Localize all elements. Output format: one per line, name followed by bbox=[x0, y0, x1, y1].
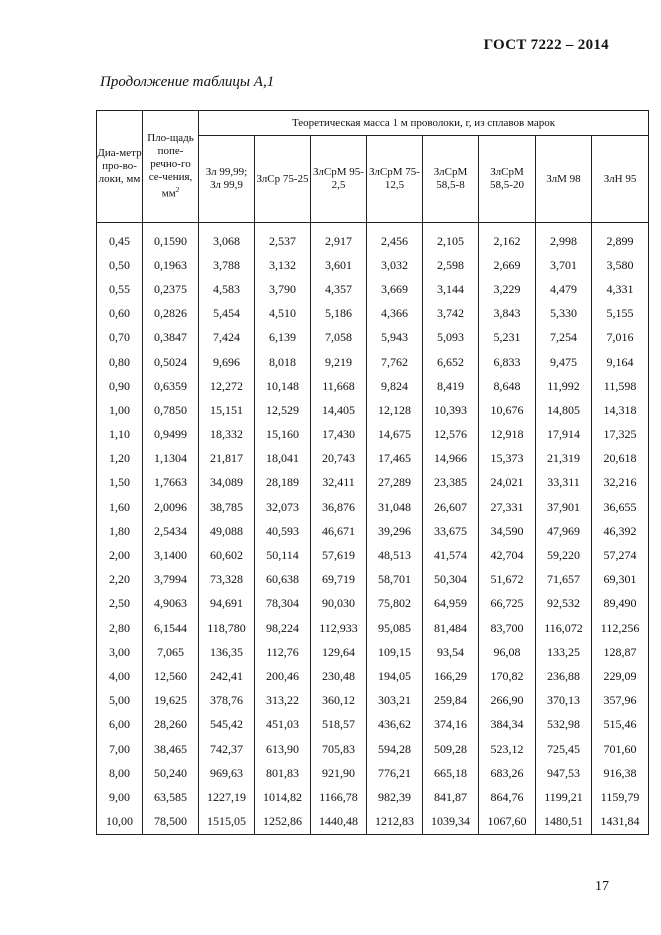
cell-mass: 518,57 bbox=[311, 713, 367, 737]
cell-mass: 18,041 bbox=[255, 447, 311, 471]
cell-mass: 3,132 bbox=[255, 253, 311, 277]
cell-mass: 15,151 bbox=[199, 398, 255, 422]
cell-mass: 37,901 bbox=[536, 495, 592, 519]
table-row bbox=[97, 374, 649, 398]
cell-mass: 303,21 bbox=[367, 689, 423, 713]
cell-mass: 5,231 bbox=[479, 326, 536, 350]
cell-mass: 8,419 bbox=[423, 374, 479, 398]
cell-mass: 46,671 bbox=[311, 519, 367, 543]
cell-mass: 10,393 bbox=[423, 398, 479, 422]
cell-mass: 21,319 bbox=[536, 447, 592, 471]
cell-mass: 11,992 bbox=[536, 374, 592, 398]
cell-mass: 69,719 bbox=[311, 568, 367, 592]
cell-area: 6,1544 bbox=[143, 616, 199, 640]
cell-mass: 17,914 bbox=[536, 423, 592, 447]
cell-diameter: 0,90 bbox=[97, 374, 143, 398]
cell-mass: 39,296 bbox=[367, 519, 423, 543]
cell-diameter: 2,00 bbox=[97, 543, 143, 567]
cell-mass: 5,330 bbox=[536, 302, 592, 326]
cell-mass: 4,331 bbox=[592, 277, 649, 301]
table-row bbox=[97, 423, 649, 447]
table-row bbox=[97, 302, 649, 326]
table-row bbox=[97, 640, 649, 664]
cell-mass: 170,82 bbox=[479, 664, 536, 688]
cell-mass: 259,84 bbox=[423, 689, 479, 713]
cell-mass: 6,833 bbox=[479, 350, 536, 374]
cell-area: 2,0096 bbox=[143, 495, 199, 519]
cell-mass: 93,54 bbox=[423, 640, 479, 664]
cell-mass: 136,35 bbox=[199, 640, 255, 664]
header-alloy: ЗлСрМ 75-12,5 bbox=[367, 136, 423, 223]
cell-area: 0,1590 bbox=[143, 223, 199, 254]
cell-diameter: 3,00 bbox=[97, 640, 143, 664]
table-row bbox=[97, 568, 649, 592]
cell-mass: 14,966 bbox=[423, 447, 479, 471]
cell-mass: 545,42 bbox=[199, 713, 255, 737]
cell-mass: 9,164 bbox=[592, 350, 649, 374]
cell-diameter: 2,20 bbox=[97, 568, 143, 592]
cell-diameter: 4,00 bbox=[97, 664, 143, 688]
cell-mass: 4,479 bbox=[536, 277, 592, 301]
cell-mass: 98,224 bbox=[255, 616, 311, 640]
cell-mass: 1166,78 bbox=[311, 785, 367, 809]
cell-diameter: 0,70 bbox=[97, 326, 143, 350]
cell-mass: 33,675 bbox=[423, 519, 479, 543]
cell-mass: 118,780 bbox=[199, 616, 255, 640]
cell-mass: 4,510 bbox=[255, 302, 311, 326]
table-row bbox=[97, 713, 649, 737]
cell-mass: 8,648 bbox=[479, 374, 536, 398]
cell-area: 38,465 bbox=[143, 737, 199, 761]
cell-mass: 60,602 bbox=[199, 543, 255, 567]
cell-mass: 41,574 bbox=[423, 543, 479, 567]
cell-diameter: 1,80 bbox=[97, 519, 143, 543]
cell-mass: 1252,86 bbox=[255, 810, 311, 835]
table-row bbox=[97, 785, 649, 809]
cell-mass: 27,331 bbox=[479, 495, 536, 519]
cell-mass: 801,83 bbox=[255, 761, 311, 785]
cell-mass: 51,672 bbox=[479, 568, 536, 592]
cell-mass: 14,318 bbox=[592, 398, 649, 422]
cell-mass: 6,139 bbox=[255, 326, 311, 350]
cell-mass: 242,41 bbox=[199, 664, 255, 688]
cell-area: 0,3847 bbox=[143, 326, 199, 350]
cell-mass: 7,762 bbox=[367, 350, 423, 374]
cell-mass: 89,490 bbox=[592, 592, 649, 616]
cell-mass: 523,12 bbox=[479, 737, 536, 761]
cell-mass: 12,272 bbox=[199, 374, 255, 398]
cell-area: 19,625 bbox=[143, 689, 199, 713]
standard-designation: ГОСТ 7222 – 2014 bbox=[483, 37, 609, 53]
cell-mass: 8,018 bbox=[255, 350, 311, 374]
cell-mass: 20,743 bbox=[311, 447, 367, 471]
cell-mass: 94,691 bbox=[199, 592, 255, 616]
cell-mass: 60,638 bbox=[255, 568, 311, 592]
cell-mass: 46,392 bbox=[592, 519, 649, 543]
table-row bbox=[97, 447, 649, 471]
cell-mass: 1431,84 bbox=[592, 810, 649, 835]
cell-mass: 3,669 bbox=[367, 277, 423, 301]
cell-area: 63,585 bbox=[143, 785, 199, 809]
cell-area: 1,1304 bbox=[143, 447, 199, 471]
cell-area: 50,240 bbox=[143, 761, 199, 785]
cell-mass: 5,093 bbox=[423, 326, 479, 350]
table-row bbox=[97, 737, 649, 761]
cell-mass: 982,39 bbox=[367, 785, 423, 809]
cell-mass: 683,26 bbox=[479, 761, 536, 785]
cell-mass: 236,88 bbox=[536, 664, 592, 688]
cell-mass: 34,089 bbox=[199, 471, 255, 495]
cell-mass: 11,668 bbox=[311, 374, 367, 398]
table-row bbox=[97, 810, 649, 835]
header-alloy: ЗлСрМ 58,5-8 bbox=[423, 136, 479, 223]
table-row bbox=[97, 398, 649, 422]
header-cross-section-area: Пло-щадь попе-речно-го се-чения, $мм^2$ bbox=[143, 111, 199, 223]
cell-mass: 49,088 bbox=[199, 519, 255, 543]
cell-mass: 112,256 bbox=[592, 616, 649, 640]
cell-mass: 129,64 bbox=[311, 640, 367, 664]
cell-mass: 42,704 bbox=[479, 543, 536, 567]
table-row bbox=[97, 495, 649, 519]
cell-mass: 23,385 bbox=[423, 471, 479, 495]
cell-mass: 194,05 bbox=[367, 664, 423, 688]
cell-mass: 31,048 bbox=[367, 495, 423, 519]
cell-mass: 5,454 bbox=[199, 302, 255, 326]
cell-mass: 166,29 bbox=[423, 664, 479, 688]
cell-mass: 3,790 bbox=[255, 277, 311, 301]
table-continuation-caption: Продолжение таблицы А,1 bbox=[100, 74, 275, 90]
cell-mass: 515,46 bbox=[592, 713, 649, 737]
cell-mass: 2,598 bbox=[423, 253, 479, 277]
cell-mass: 266,90 bbox=[479, 689, 536, 713]
cell-area: 0,1963 bbox=[143, 253, 199, 277]
cell-area: 3,1400 bbox=[143, 543, 199, 567]
cell-mass: 2,998 bbox=[536, 223, 592, 254]
cell-mass: 116,072 bbox=[536, 616, 592, 640]
cell-mass: 3,032 bbox=[367, 253, 423, 277]
cell-mass: 32,411 bbox=[311, 471, 367, 495]
cell-mass: 665,18 bbox=[423, 761, 479, 785]
cell-mass: 4,583 bbox=[199, 277, 255, 301]
cell-area: 1,7663 bbox=[143, 471, 199, 495]
cell-mass: 78,304 bbox=[255, 592, 311, 616]
cell-mass: 15,373 bbox=[479, 447, 536, 471]
cell-mass: 2,105 bbox=[423, 223, 479, 254]
cell-mass: 3,601 bbox=[311, 253, 367, 277]
cell-mass: 71,657 bbox=[536, 568, 592, 592]
cell-diameter: 0,80 bbox=[97, 350, 143, 374]
cell-mass: 6,652 bbox=[423, 350, 479, 374]
cell-mass: 1014,82 bbox=[255, 785, 311, 809]
cell-diameter: 10,00 bbox=[97, 810, 143, 835]
header-diameter: Диа-метр про-во-локи, мм bbox=[97, 111, 143, 223]
cell-mass: 83,700 bbox=[479, 616, 536, 640]
cell-mass: 27,289 bbox=[367, 471, 423, 495]
cell-mass: 10,148 bbox=[255, 374, 311, 398]
cell-mass: 2,456 bbox=[367, 223, 423, 254]
cell-mass: 2,899 bbox=[592, 223, 649, 254]
cell-mass: 701,60 bbox=[592, 737, 649, 761]
header-alloy: Зл 99,99; Зл 99,9 bbox=[199, 136, 255, 223]
cell-mass: 384,34 bbox=[479, 713, 536, 737]
cell-mass: 48,513 bbox=[367, 543, 423, 567]
cell-mass: 69,301 bbox=[592, 568, 649, 592]
cell-mass: 1212,83 bbox=[367, 810, 423, 835]
cell-mass: 613,90 bbox=[255, 737, 311, 761]
cell-mass: 594,28 bbox=[367, 737, 423, 761]
cell-mass: 14,405 bbox=[311, 398, 367, 422]
cell-mass: 2,669 bbox=[479, 253, 536, 277]
cell-mass: 3,229 bbox=[479, 277, 536, 301]
cell-mass: 1039,34 bbox=[423, 810, 479, 835]
cell-mass: 1067,60 bbox=[479, 810, 536, 835]
cell-mass: 90,030 bbox=[311, 592, 367, 616]
cell-mass: 33,311 bbox=[536, 471, 592, 495]
cell-mass: 313,22 bbox=[255, 689, 311, 713]
cell-mass: 47,969 bbox=[536, 519, 592, 543]
table-row bbox=[97, 664, 649, 688]
cell-mass: 28,189 bbox=[255, 471, 311, 495]
cell-diameter: 0,60 bbox=[97, 302, 143, 326]
table-row bbox=[97, 350, 649, 374]
cell-mass: 24,021 bbox=[479, 471, 536, 495]
cell-mass: 17,430 bbox=[311, 423, 367, 447]
cell-area: 0,6359 bbox=[143, 374, 199, 398]
table-row bbox=[97, 761, 649, 785]
cell-diameter: 7,00 bbox=[97, 737, 143, 761]
cell-mass: 18,332 bbox=[199, 423, 255, 447]
cell-diameter: 8,00 bbox=[97, 761, 143, 785]
table-row bbox=[97, 223, 649, 254]
cell-diameter: 2,50 bbox=[97, 592, 143, 616]
cell-mass: 32,073 bbox=[255, 495, 311, 519]
cell-mass: 64,959 bbox=[423, 592, 479, 616]
cell-mass: 4,357 bbox=[311, 277, 367, 301]
cell-mass: 112,76 bbox=[255, 640, 311, 664]
cell-area: 0,7850 bbox=[143, 398, 199, 422]
cell-diameter: 2,80 bbox=[97, 616, 143, 640]
cell-mass: 229,09 bbox=[592, 664, 649, 688]
cell-mass: 81,484 bbox=[423, 616, 479, 640]
cell-mass: 5,186 bbox=[311, 302, 367, 326]
cell-mass: 58,701 bbox=[367, 568, 423, 592]
cell-mass: 20,618 bbox=[592, 447, 649, 471]
cell-mass: 1227,19 bbox=[199, 785, 255, 809]
cell-mass: 357,96 bbox=[592, 689, 649, 713]
table-row bbox=[97, 616, 649, 640]
cell-mass: 9,824 bbox=[367, 374, 423, 398]
cell-mass: 92,532 bbox=[536, 592, 592, 616]
cell-mass: 451,03 bbox=[255, 713, 311, 737]
cell-diameter: 1,10 bbox=[97, 423, 143, 447]
cell-area: 0,5024 bbox=[143, 350, 199, 374]
cell-diameter: 0,50 bbox=[97, 253, 143, 277]
cell-area: 0,2375 bbox=[143, 277, 199, 301]
cell-area: 7,065 bbox=[143, 640, 199, 664]
cell-mass: 916,38 bbox=[592, 761, 649, 785]
cell-mass: 17,465 bbox=[367, 447, 423, 471]
cell-diameter: 1,60 bbox=[97, 495, 143, 519]
cell-mass: 34,590 bbox=[479, 519, 536, 543]
cell-mass: 12,576 bbox=[423, 423, 479, 447]
cell-mass: 3,742 bbox=[423, 302, 479, 326]
cell-mass: 10,676 bbox=[479, 398, 536, 422]
cell-mass: 2,537 bbox=[255, 223, 311, 254]
header-alloy: ЗлН 95 bbox=[592, 136, 649, 223]
cell-mass: 436,62 bbox=[367, 713, 423, 737]
cell-mass: 7,254 bbox=[536, 326, 592, 350]
cell-mass: 509,28 bbox=[423, 737, 479, 761]
cell-mass: 3,843 bbox=[479, 302, 536, 326]
cell-mass: 969,63 bbox=[199, 761, 255, 785]
cell-diameter: 5,00 bbox=[97, 689, 143, 713]
cell-mass: 21,817 bbox=[199, 447, 255, 471]
cell-mass: 133,25 bbox=[536, 640, 592, 664]
cell-mass: 36,655 bbox=[592, 495, 649, 519]
table-row bbox=[97, 253, 649, 277]
table-row bbox=[97, 471, 649, 495]
header-alloy: ЗлСрМ 58,5-20 bbox=[479, 136, 536, 223]
cell-mass: 200,46 bbox=[255, 664, 311, 688]
cell-mass: 9,475 bbox=[536, 350, 592, 374]
cell-mass: 38,785 bbox=[199, 495, 255, 519]
cell-mass: 12,529 bbox=[255, 398, 311, 422]
cell-mass: 3,701 bbox=[536, 253, 592, 277]
cell-mass: 9,219 bbox=[311, 350, 367, 374]
cell-mass: 7,424 bbox=[199, 326, 255, 350]
cell-mass: 7,058 bbox=[311, 326, 367, 350]
cell-mass: 73,328 bbox=[199, 568, 255, 592]
cell-mass: 57,619 bbox=[311, 543, 367, 567]
cell-mass: 128,87 bbox=[592, 640, 649, 664]
cell-mass: 5,155 bbox=[592, 302, 649, 326]
cell-mass: 75,802 bbox=[367, 592, 423, 616]
cell-mass: 1199,21 bbox=[536, 785, 592, 809]
cell-mass: 360,12 bbox=[311, 689, 367, 713]
cell-area: 3,7994 bbox=[143, 568, 199, 592]
table-row bbox=[97, 277, 649, 301]
header-alloy: ЗлМ 98 bbox=[536, 136, 592, 223]
cell-mass: 66,725 bbox=[479, 592, 536, 616]
page-number: 17 bbox=[595, 879, 609, 894]
cell-mass: 26,607 bbox=[423, 495, 479, 519]
cell-mass: 96,08 bbox=[479, 640, 536, 664]
cell-mass: 3,580 bbox=[592, 253, 649, 277]
cell-mass: 742,37 bbox=[199, 737, 255, 761]
cell-mass: 36,876 bbox=[311, 495, 367, 519]
cell-diameter: 9,00 bbox=[97, 785, 143, 809]
cell-mass: 57,274 bbox=[592, 543, 649, 567]
cell-mass: 5,943 bbox=[367, 326, 423, 350]
cell-mass: 1480,51 bbox=[536, 810, 592, 835]
cell-mass: 40,593 bbox=[255, 519, 311, 543]
cell-mass: 921,90 bbox=[311, 761, 367, 785]
header-alloy-group: Теоретическая масса 1 м проволоки, г, из сплавов марок bbox=[199, 111, 649, 136]
cell-mass: 3,068 bbox=[199, 223, 255, 254]
cell-area: 2,5434 bbox=[143, 519, 199, 543]
cell-mass: 9,696 bbox=[199, 350, 255, 374]
cell-diameter: 0,45 bbox=[97, 223, 143, 254]
cell-mass: 12,918 bbox=[479, 423, 536, 447]
cell-mass: 12,128 bbox=[367, 398, 423, 422]
cell-area: 12,560 bbox=[143, 664, 199, 688]
cell-area: 4,9063 bbox=[143, 592, 199, 616]
cell-mass: 3,144 bbox=[423, 277, 479, 301]
table-row bbox=[97, 326, 649, 350]
table-row bbox=[97, 519, 649, 543]
cell-mass: 14,675 bbox=[367, 423, 423, 447]
cell-mass: 15,160 bbox=[255, 423, 311, 447]
table-row bbox=[97, 689, 649, 713]
cell-mass: 776,21 bbox=[367, 761, 423, 785]
cell-diameter: 1,00 bbox=[97, 398, 143, 422]
cell-mass: 864,76 bbox=[479, 785, 536, 809]
cell-mass: 11,598 bbox=[592, 374, 649, 398]
cell-mass: 725,45 bbox=[536, 737, 592, 761]
cell-mass: 1515,05 bbox=[199, 810, 255, 835]
table-row bbox=[97, 543, 649, 567]
cell-mass: 112,933 bbox=[311, 616, 367, 640]
cell-mass: 7,016 bbox=[592, 326, 649, 350]
cell-mass: 378,76 bbox=[199, 689, 255, 713]
cell-mass: 50,304 bbox=[423, 568, 479, 592]
cell-mass: 705,83 bbox=[311, 737, 367, 761]
cell-mass: 109,15 bbox=[367, 640, 423, 664]
wire-mass-table bbox=[96, 110, 649, 835]
cell-diameter: 0,55 bbox=[97, 277, 143, 301]
header-alloy: ЗлСрМ 95-2,5 bbox=[311, 136, 367, 223]
cell-mass: 532,98 bbox=[536, 713, 592, 737]
cell-mass: 230,48 bbox=[311, 664, 367, 688]
cell-area: 0,9499 bbox=[143, 423, 199, 447]
cell-diameter: 6,00 bbox=[97, 713, 143, 737]
header-alloy: ЗлСр 75-25 bbox=[255, 136, 311, 223]
cell-mass: 32,216 bbox=[592, 471, 649, 495]
cell-mass: 1440,48 bbox=[311, 810, 367, 835]
cell-mass: 14,805 bbox=[536, 398, 592, 422]
cell-mass: 4,366 bbox=[367, 302, 423, 326]
cell-area: 0,2826 bbox=[143, 302, 199, 326]
cell-mass: 1159,79 bbox=[592, 785, 649, 809]
cell-mass: 2,917 bbox=[311, 223, 367, 254]
cell-mass: 50,114 bbox=[255, 543, 311, 567]
table-row bbox=[97, 592, 649, 616]
cell-diameter: 1,20 bbox=[97, 447, 143, 471]
cell-mass: 3,788 bbox=[199, 253, 255, 277]
cell-mass: 374,16 bbox=[423, 713, 479, 737]
cell-mass: 370,13 bbox=[536, 689, 592, 713]
cell-mass: 841,87 bbox=[423, 785, 479, 809]
cell-mass: 95,085 bbox=[367, 616, 423, 640]
cell-mass: 59,220 bbox=[536, 543, 592, 567]
cell-mass: 947,53 bbox=[536, 761, 592, 785]
cell-diameter: 1,50 bbox=[97, 471, 143, 495]
cell-mass: 17,325 bbox=[592, 423, 649, 447]
cell-mass: 2,162 bbox=[479, 223, 536, 254]
cell-area: 78,500 bbox=[143, 810, 199, 835]
cell-area: 28,260 bbox=[143, 713, 199, 737]
